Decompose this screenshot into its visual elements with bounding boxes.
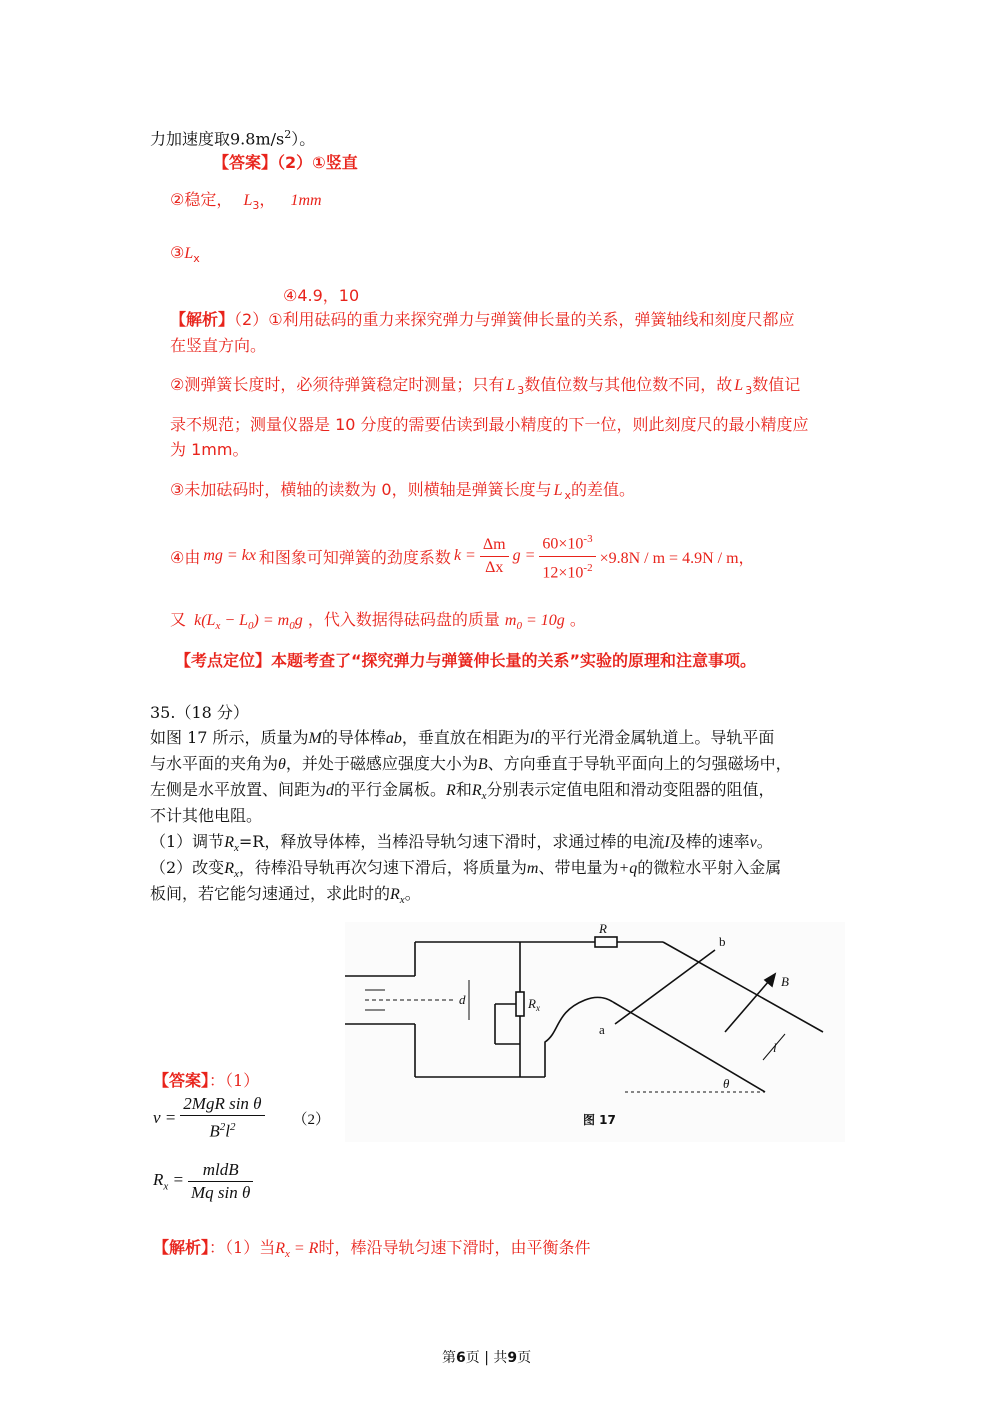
fraction-dm-dx: $\frac{\Delta m}{\Delta x}$	[480, 534, 509, 579]
prev-analysis-p5: 又 $k(L_x - L_0) = m_0g$ ，代入数据得砝码盘的质量 $m_0 = 10g$ 。	[170, 610, 586, 633]
label-r: R	[599, 922, 607, 936]
label-rx: $R_x$	[528, 996, 540, 1013]
q35-line1: 如图 17 所示，质量为M的导体棒ab，垂直放在相距为l的平行光滑金属轨道上。导轨平面	[150, 728, 775, 747]
q35-header: 35.（18 分）	[150, 703, 249, 722]
figure-17	[345, 922, 845, 1142]
conductor-bar	[615, 950, 715, 1024]
resistor-rx	[516, 992, 524, 1016]
label-b: b	[719, 934, 726, 949]
page-footer: 第6页 | 共9页	[442, 1350, 532, 1366]
prev-analysis-p2: ②测弹簧长度时，必须待弹簧稳定时测量；只有 L $_3$数值位数与其他位数不同，故 L $_3$数值记	[170, 375, 801, 398]
prev-answer-line2: ②稳定， $L_3$， 1mm	[170, 190, 322, 213]
label-d: d	[459, 992, 466, 1007]
answer35-rx: $R_x$ = $\frac{\text{mldB}}{\text{Mq sin θ}}$	[153, 1155, 257, 1207]
answer35-line1: 【答案】：（1）	[153, 1071, 260, 1090]
q35-line4: 不计其他电阻。	[150, 806, 263, 825]
fraction-values: $\frac{60\times 10^{-3}}{12\times 10^{-2}}$	[539, 528, 595, 584]
q35-line2: 与水平面的夹角为θ，并处于磁感应强度大小为B、方向垂直于导轨平面向上的匀强磁场中，	[150, 754, 792, 773]
prev-analysis-p2-line3: 为 1mm。	[170, 440, 249, 459]
prev-answer-line1: 【答案】（2）①竖直	[213, 153, 358, 172]
label-a: a	[599, 1022, 605, 1037]
label-l: l	[773, 1040, 777, 1055]
prev-analysis-p2-line2: 录不规范；测量仪器是 10 分度的需要估读到最小精度的下一位，则此刻度尺的最小精度应	[170, 415, 809, 434]
circuit-diagram	[345, 922, 845, 1142]
answer-tag: 【答案】	[213, 153, 278, 172]
label-bfield: B	[781, 974, 789, 989]
kaodian-line: 【考点定位】本题考查了“探究弹力与弹簧伸长量的关系”实验的原理和注意事项。	[175, 651, 757, 670]
label-theta: θ	[723, 1076, 730, 1091]
analysis35-line: 【解析】：（1）当$R_x = R$时，棒沿导轨匀速下滑时，由平衡条件	[153, 1238, 591, 1261]
q35-line5: （1）调节$R_x=R$，释放导体棒，当棒沿导轨匀速下滑时，求通过棒的电流I及棒的速率v。	[150, 832, 773, 855]
answer35-v: v = $\frac{\text{2MgR sin θ}}{B^2l^2}$ （2）	[153, 1094, 331, 1141]
prev-analysis-p1b: 在竖直方向。	[170, 336, 267, 355]
prev-analysis-p3: ③未加砝码时，横轴的读数为 0，则横轴是弹簧长度与 L $_x$的差值。	[170, 480, 636, 503]
q35-line3: 左侧是水平放置、间距为d的平行金属板。R和$R_x$分别表示定值电阻和滑动变阻器的阻值，	[150, 780, 775, 803]
prev-analysis-p1: 【解析】（2）①利用砝码的重力来探究弹力与弹簧伸长量的关系，弹簧轴线和刻度尺都应	[170, 310, 795, 329]
figure-caption: 图 17	[583, 1113, 616, 1127]
prev-analysis-p4: ④由 mg = kx 和图象可知弹簧的劲度系数 k = $\frac{\Delta m}{\Delta x}$ g = $\frac{60\times 10^{-3}}{12\times 10^{-2}}$ ×9.8N / m = 4.9N / m，	[170, 530, 755, 582]
q35-line7: 板间，若它能匀速通过，求此时的$R_x$。	[150, 884, 421, 907]
top-line: 力加速度取$9.8m/s^2$）。	[150, 128, 316, 149]
resistor-r	[595, 937, 617, 947]
prev-answer-line3: $③L_x$	[170, 243, 200, 266]
q35-line6: （2）改变$R_x$，待棒沿导轨再次匀速下滑后，将质量为m、带电量为+q的微粒水平射入金属	[150, 858, 782, 881]
prev-answer-line4: ④4.9，10	[283, 286, 360, 305]
